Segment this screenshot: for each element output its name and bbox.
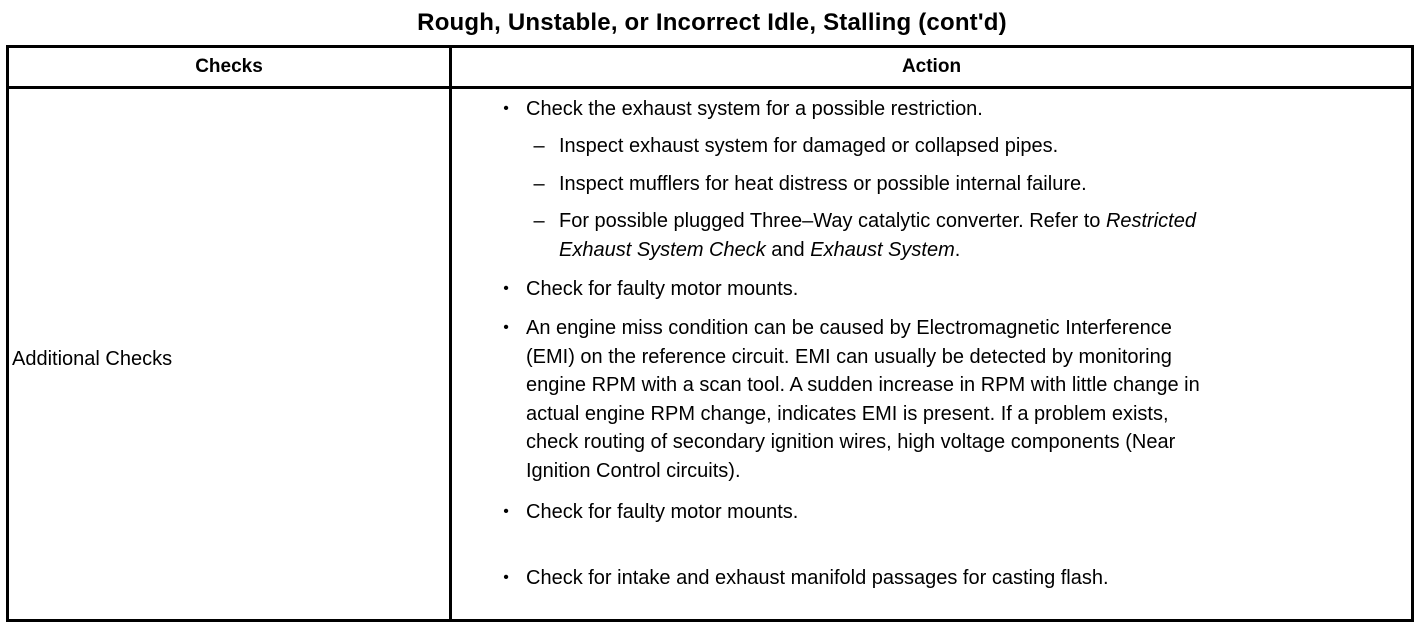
column-header-checks: Checks — [195, 56, 263, 77]
dash-marker: – — [533, 135, 545, 157]
action-subitem-catalytic-converter — [533, 207, 1196, 264]
row-label-additional-checks: Additional Checks — [12, 348, 173, 370]
action-text: . — [954, 238, 961, 261]
action-cell — [452, 89, 1411, 619]
action-text-line: check routing of secondary ignition wires, high voltage components (Near — [526, 431, 1176, 453]
action-subitem-mufflers — [533, 170, 1087, 199]
bullet-marker: • — [503, 100, 509, 117]
action-text-line: actual engine RPM change, indicates EMI is present. If a problem exists, — [526, 402, 1169, 425]
action-text: Inspect exhaust system for damaged or collapsed pipes. — [559, 135, 1059, 157]
diagnostic-table — [6, 45, 1414, 622]
action-subitem-collapsed-pipes — [533, 132, 1059, 161]
reference-exhaust-system-check: Exhaust System Check — [559, 238, 766, 261]
reference-exhaust-system: Exhaust System — [810, 238, 955, 261]
action-text: Check for faulty motor mounts. — [526, 501, 799, 523]
action-text-line: (EMI) on the reference circuit. EMI can usually be detected by monitoring — [526, 345, 1172, 368]
dash-marker: – — [533, 173, 545, 195]
action-text: Inspect mufflers for heat distress or possible internal failure. — [559, 173, 1087, 195]
bullet-marker: • — [503, 319, 509, 336]
bullet-marker: • — [503, 280, 509, 297]
action-bullet-motor-mounts — [503, 275, 799, 304]
action-bullet-casting-flash — [503, 564, 1109, 593]
reference-restricted: Restricted — [1105, 210, 1196, 232]
action-text: and — [765, 238, 811, 261]
dash-marker: – — [533, 210, 545, 232]
action-text-line: Ignition Control circuits). — [526, 459, 741, 482]
action-bullet-exhaust-restriction — [503, 95, 983, 124]
bullet-marker: • — [503, 569, 509, 586]
action-text: Check for faulty motor mounts. — [526, 278, 799, 300]
action-text: For possible plugged Three–Way catalytic converter. Refer to — [559, 210, 1106, 232]
action-text-line: An engine miss condition can be caused by Electromagnetic Interference — [526, 317, 1172, 339]
action-text-line: engine RPM with a scan tool. A sudden increase in RPM with little change in — [526, 374, 1200, 396]
action-text: Check the exhaust system for a possible restriction. — [526, 98, 983, 120]
action-bullet-motor-mounts-repeat — [503, 498, 799, 527]
action-bullet-emi — [503, 314, 1200, 485]
column-header-action: Action — [901, 56, 962, 77]
page-title: Rough, Unstable, or Incorrect Idle, Stalling (cont'd) — [417, 9, 1007, 36]
action-text: Check for intake and exhaust manifold passages for casting flash. — [526, 567, 1109, 589]
bullet-marker: • — [503, 503, 509, 520]
